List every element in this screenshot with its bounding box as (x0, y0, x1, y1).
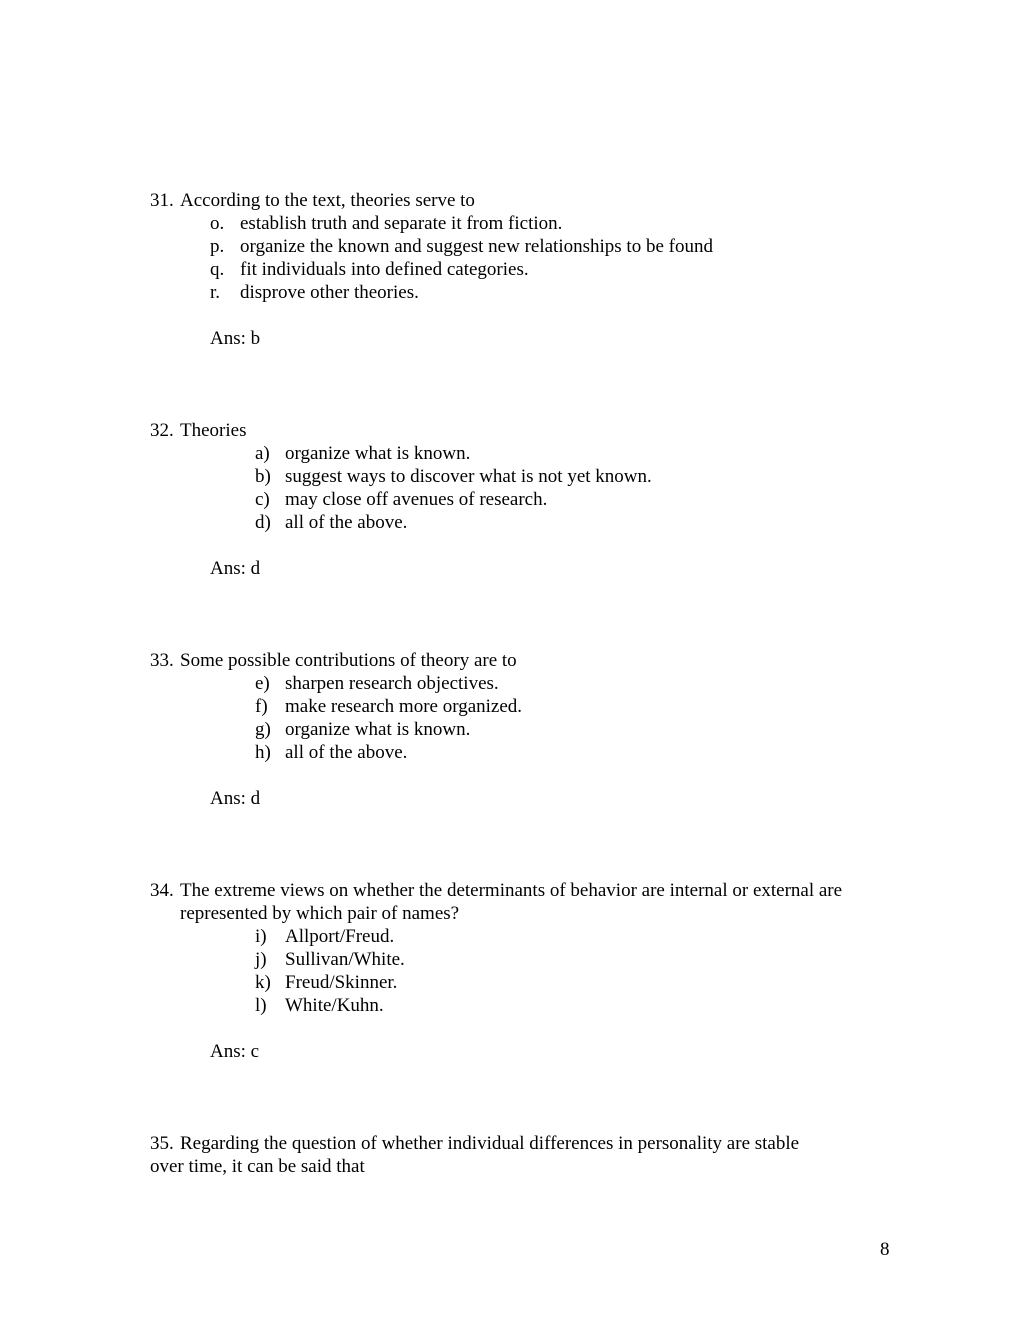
answer-text: Ans: d (210, 558, 261, 579)
option-text: suggest ways to discover what is not yet known. (285, 466, 652, 487)
page-number: 8 (880, 1239, 890, 1260)
question-stem-continued: represented by which pair of names? (180, 903, 460, 924)
answer-text: Ans: b (210, 328, 261, 349)
question-stem: The extreme views on whether the determinants of behavior are internal or external are (180, 880, 843, 901)
option-text: sharpen research objectives. (285, 673, 499, 694)
option-text: disprove other theories. (240, 282, 419, 303)
option-label: o. (210, 213, 225, 234)
answer-text: Ans: d (210, 788, 261, 809)
option-label: q. (210, 259, 225, 280)
option-label: l) (255, 995, 267, 1016)
option-text: establish truth and separate it from fiction. (240, 213, 563, 234)
option-text: Sullivan/White. (285, 949, 405, 970)
option-label: k) (255, 972, 271, 993)
option-text: organize what is known. (285, 443, 471, 464)
option-text: make research more organized. (285, 696, 523, 717)
option-label: a) (255, 443, 270, 464)
option-label: d) (255, 512, 271, 533)
option-text: White/Kuhn. (285, 995, 384, 1016)
option-text: organize the known and suggest new relationships to be found (240, 236, 713, 257)
question-stem: Regarding the question of whether individual differences in personality are stable (180, 1133, 800, 1154)
question-stem-continued: over time, it can be said that (150, 1156, 365, 1177)
option-text: Freud/Skinner. (285, 972, 398, 993)
question-number: 35. (150, 1133, 174, 1154)
question-stem: Theories (180, 420, 247, 441)
option-text: may close off avenues of research. (285, 489, 548, 510)
option-label: e) (255, 673, 270, 694)
option-label: b) (255, 466, 271, 487)
option-label: g) (255, 719, 271, 740)
option-text: Allport/Freud. (285, 926, 395, 947)
option-label: h) (255, 742, 271, 763)
option-label: c) (255, 489, 270, 510)
option-text: all of the above. (285, 742, 408, 763)
question-number: 33. (150, 650, 174, 671)
question-stem: According to the text, theories serve to (180, 190, 475, 211)
option-text: all of the above. (285, 512, 408, 533)
question-stem: Some possible contributions of theory are to (180, 650, 517, 671)
question-number: 31. (150, 190, 174, 211)
option-label: p. (210, 236, 225, 257)
question-number: 32. (150, 420, 174, 441)
option-label: r. (210, 282, 221, 303)
option-text: organize what is known. (285, 719, 471, 740)
option-label: j) (255, 949, 267, 970)
answer-text: Ans: c (210, 1041, 260, 1062)
option-label: i) (255, 926, 267, 947)
option-text: fit individuals into defined categories. (240, 259, 529, 280)
question-number: 34. (150, 880, 174, 901)
option-label: f) (255, 696, 268, 717)
